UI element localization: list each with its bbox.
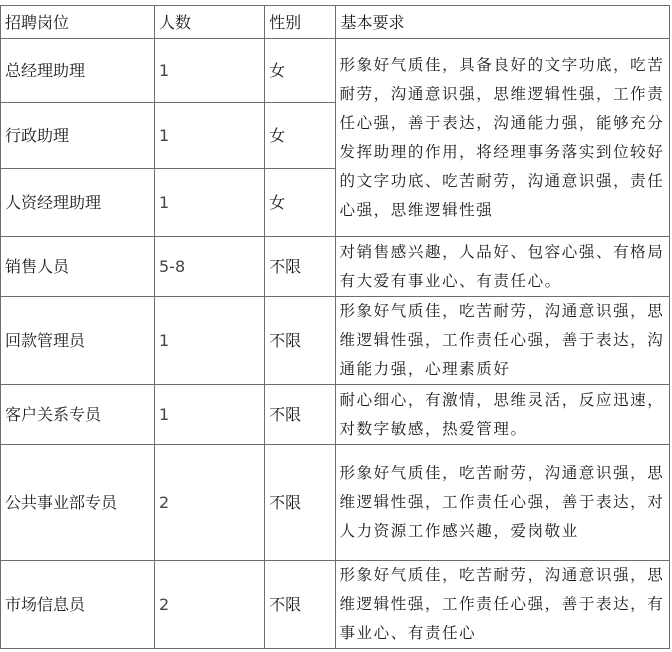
row-count: 1	[154, 39, 264, 103]
row-gender: 不限	[265, 297, 336, 385]
table-row	[1, 237, 670, 297]
table-row	[1, 561, 670, 649]
requirements-public-affairs: 形象好气质佳，吃苦耐劳，沟通意识强，思维逻辑性强，工作责任心强，善于表达，对人力资源工作感兴趣，爱岗敬业	[336, 445, 670, 561]
table-row	[1, 297, 670, 385]
row-position: 客户关系专员	[1, 385, 155, 445]
table-row	[1, 385, 670, 445]
row-gender: 不限	[265, 385, 336, 445]
row-gender: 不限	[265, 237, 336, 297]
requirements-market-info: 形象好气质佳，吃苦耐劳，沟通意识强，思维逻辑性强，工作责任心强，善于表达，有事业心、有责任心	[336, 561, 670, 649]
requirements-collections: 形象好气质佳，吃苦耐劳，沟通意识强，思维逻辑性强，工作责任心强，善于表达，沟通能力强，心理素质好	[336, 297, 670, 385]
recruitment-table	[0, 5, 670, 649]
row-position: 行政助理	[1, 103, 155, 169]
table-row	[1, 445, 670, 561]
table-header-row	[1, 6, 670, 39]
requirements-assistants: 形象好气质佳，具备良好的文字功底，吃苦耐劳，沟通意识强，思维逻辑性强，工作责任心强，善于表达，沟通能力强，能够充分发挥助理的作用，将经理事务落实到位较好的文字功底、吃苦耐劳，沟通意识强，责任心强，思维逻辑性强	[336, 39, 670, 237]
header-count: 人数	[154, 6, 264, 39]
row-count: 1	[154, 385, 264, 445]
row-position: 公共事业部专员	[1, 445, 155, 561]
header-requirements: 基本要求	[336, 6, 670, 39]
row-count: 1	[154, 103, 264, 169]
header-gender: 性别	[265, 6, 336, 39]
row-gender: 女	[265, 103, 336, 169]
row-position: 总经理助理	[1, 39, 155, 103]
row-position: 人资经理助理	[1, 169, 155, 237]
row-position: 销售人员	[1, 237, 155, 297]
row-count: 2	[154, 445, 264, 561]
table-row	[1, 39, 670, 103]
row-count: 1	[154, 169, 264, 237]
row-count: 2	[154, 561, 264, 649]
row-gender: 女	[265, 169, 336, 237]
row-gender: 不限	[265, 561, 336, 649]
header-position: 招聘岗位	[1, 6, 155, 39]
row-gender: 不限	[265, 445, 336, 561]
row-position: 回款管理员	[1, 297, 155, 385]
requirements-sales: 对销售感兴趣，人品好、包容心强、有格局有大爱有事业心、有责任心。	[336, 237, 670, 297]
row-count: 1	[154, 297, 264, 385]
row-position: 市场信息员	[1, 561, 155, 649]
row-count: 5-8	[154, 237, 264, 297]
row-gender: 女	[265, 39, 336, 103]
requirements-customer-relations: 耐心细心，有激情，思维灵活，反应迅速，对数字敏感，热爱管理。	[336, 385, 670, 445]
